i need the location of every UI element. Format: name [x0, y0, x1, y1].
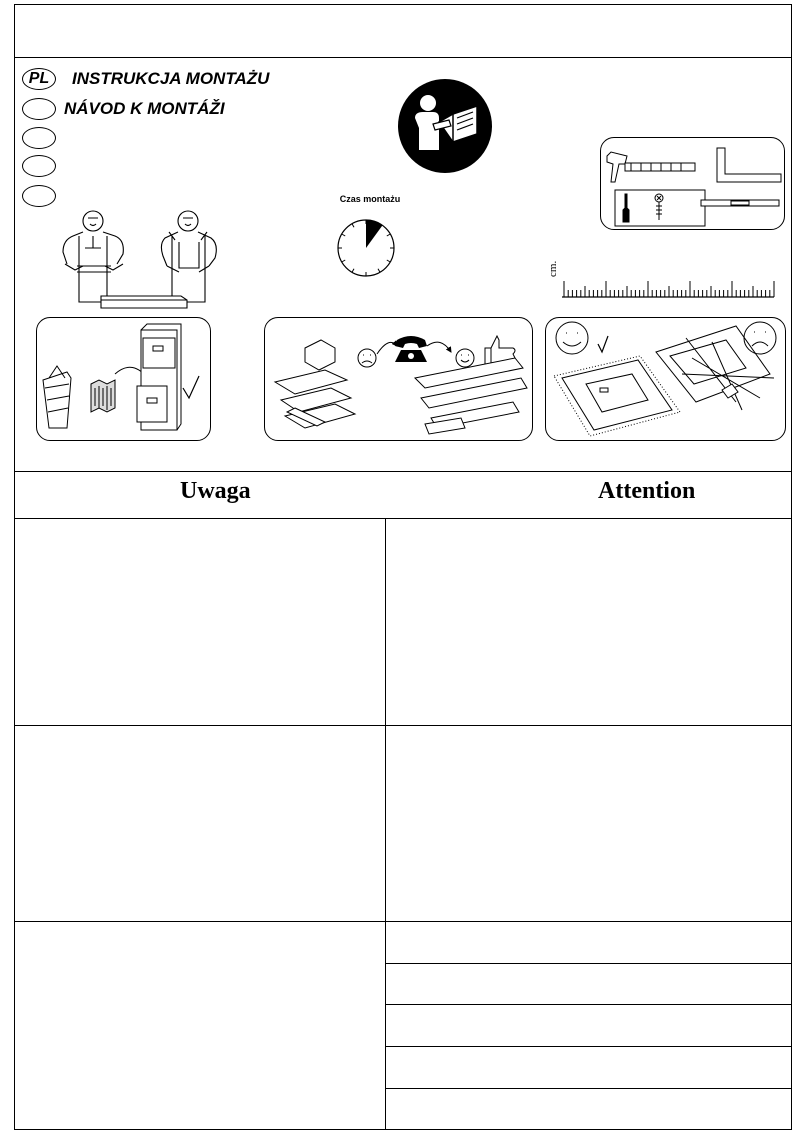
note-cell-right-1: [387, 520, 791, 724]
language-code-badge: [22, 185, 56, 207]
tools-panel: [600, 137, 785, 230]
call-service-icon: [265, 318, 533, 441]
row-divider-2: [14, 921, 792, 922]
assemble-on-soft-surface-icon: [546, 318, 786, 441]
keep-manual-icon: [37, 318, 211, 441]
header-divider: [14, 471, 792, 472]
row-divider-1: [14, 725, 792, 726]
note-cell-left-3: [16, 923, 384, 1129]
small-row-divider-4: [386, 1088, 792, 1089]
note-cell-left-1: [16, 520, 384, 724]
call-service-panel: [264, 317, 533, 441]
tools-set-icon: [601, 138, 785, 230]
language-title: INSTRUKCJA MONTAŻU: [72, 69, 270, 88]
language-title: NÁVOD K MONTÁŽI: [64, 99, 225, 118]
language-code-badge: [22, 127, 56, 149]
small-row-divider-2: [386, 1004, 792, 1005]
column-divider: [385, 518, 386, 1130]
language-code-badge: PL: [22, 68, 56, 90]
right-heading: Attention: [598, 478, 696, 504]
small-row-divider-1: [386, 963, 792, 964]
note-cell-right-2: [387, 727, 791, 920]
language-code-badge: [22, 155, 56, 177]
assembly-time-clock-icon: [335, 217, 397, 279]
assembly-time-label: Czas montażu: [339, 194, 401, 204]
top-rule: [14, 57, 792, 58]
ruler-icon: [562, 273, 776, 300]
small-row-divider-3: [386, 1046, 792, 1047]
keep-manual-panel: [36, 317, 211, 441]
heading-divider: [14, 518, 792, 519]
language-code-badge: [22, 98, 56, 120]
clock-tick: [342, 234, 345, 236]
two-people-assembly-icon: [55, 208, 225, 310]
ruler-unit-label: cm.: [547, 260, 559, 277]
clock-tick: [387, 234, 390, 236]
soft-surface-panel: [545, 317, 786, 441]
left-heading: Uwaga: [180, 478, 251, 504]
read-manual-icon: [397, 78, 493, 174]
note-cell-left-2: [16, 727, 384, 920]
